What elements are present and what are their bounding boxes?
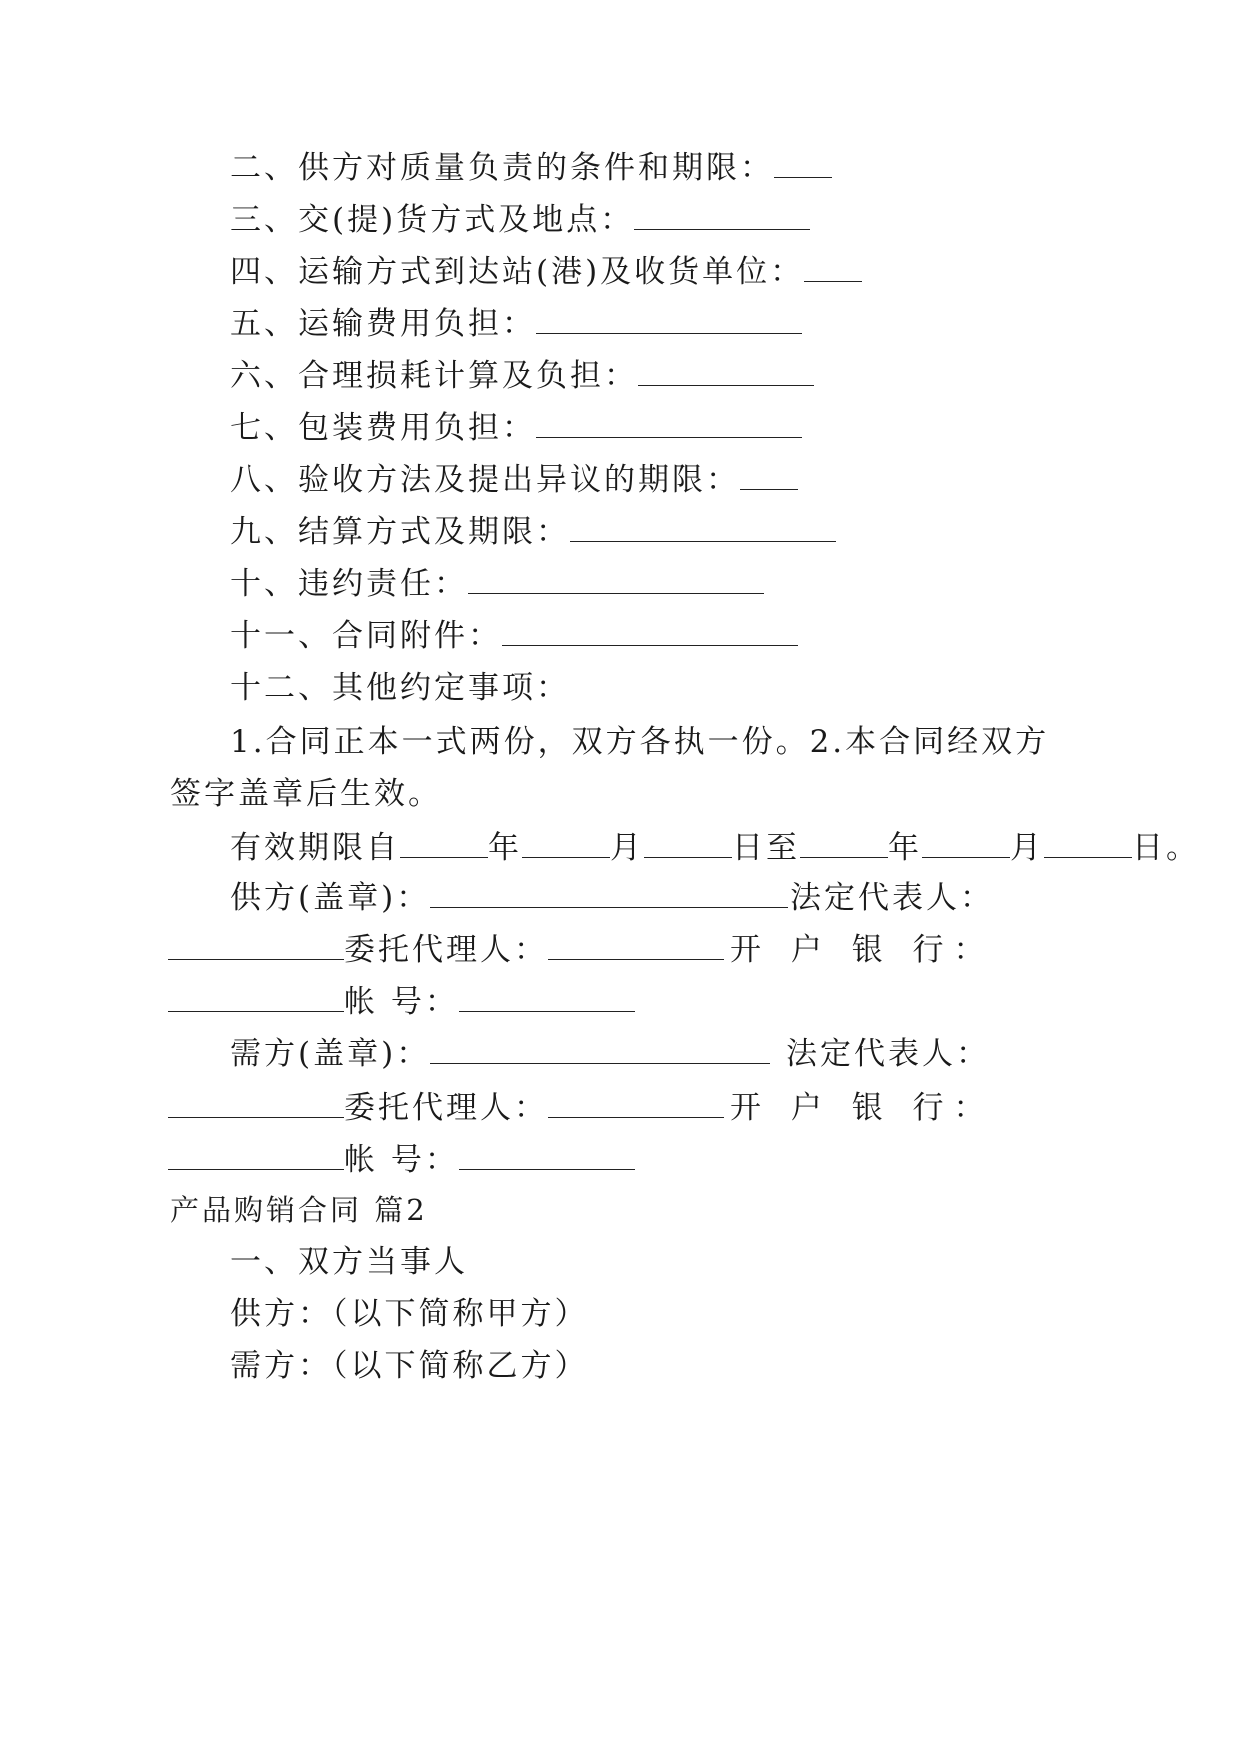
buyer-legal-rep-label: 法定代表人： [786, 1036, 990, 1072]
buyer-agent-row [168, 1088, 724, 1128]
blank-line [922, 831, 1010, 858]
clause-8 [230, 460, 798, 500]
part2-supplier: 供方：（以下简称甲方） [230, 1296, 589, 1332]
supplier-seal-row [230, 878, 788, 918]
blank-line [168, 933, 344, 960]
clause-9-text: 九、结算方式及期限： [230, 514, 570, 550]
clause-12-text: 十二、其他约定事项： [230, 670, 570, 706]
part2-buyer: 需方：（以下简称乙方） [230, 1348, 589, 1384]
blank-line [400, 831, 488, 858]
blank-line [502, 619, 798, 646]
supplier-seal-label: 供方(盖章)： [230, 880, 431, 916]
clause-2 [230, 148, 832, 188]
blank-line [468, 567, 764, 594]
blank-line [522, 831, 610, 858]
month-label: 月 [1010, 830, 1044, 866]
blank-line [638, 359, 814, 386]
clause-11-text: 十一、合同附件： [230, 618, 502, 654]
agreement-line-2: 签字盖章后生效。 [170, 776, 442, 812]
blank-line [774, 151, 832, 178]
clause-10 [230, 564, 764, 604]
day-end-label: 日。 [1132, 830, 1200, 866]
clause-7-text: 七、包装费用负担： [230, 410, 536, 446]
year-label: 年 [488, 830, 522, 866]
blank-line [1044, 831, 1132, 858]
buyer-bank-label: 开 户 银 行： [730, 1090, 995, 1126]
part2-section-1: 一、双方当事人 [230, 1244, 468, 1280]
agent-label: 委托代理人： [344, 1090, 548, 1126]
clause-3 [230, 200, 810, 240]
blank-line [548, 933, 724, 960]
clause-4 [230, 252, 862, 292]
day-to-label: 日至 [732, 830, 800, 866]
blank-line [168, 985, 344, 1012]
clause-11 [230, 616, 798, 656]
supplier-bank-label: 开 户 银 行： [730, 932, 995, 968]
supplier-agent-row [168, 930, 724, 970]
blank-line [800, 831, 888, 858]
blank-line [634, 203, 810, 230]
blank-line [644, 831, 732, 858]
blank-line [536, 411, 802, 438]
blank-line [459, 1143, 635, 1170]
blank-line [536, 307, 802, 334]
buyer-seal-row [230, 1034, 770, 1074]
supplier-account-row [168, 982, 635, 1022]
clause-6-text: 六、合理损耗计算及负担： [230, 358, 638, 394]
blank-line [548, 1091, 724, 1118]
clause-3-text: 三、交(提)货方式及地点： [230, 202, 635, 238]
blank-line [430, 881, 788, 908]
blank-line [740, 463, 798, 490]
month-label: 月 [610, 830, 644, 866]
year-label: 年 [888, 830, 922, 866]
account-label: 帐 号： [344, 984, 459, 1020]
clause-12 [230, 668, 570, 708]
supplier-legal-rep-label: 法定代表人： [790, 880, 994, 916]
blank-line [570, 515, 836, 542]
blank-line [804, 255, 862, 282]
clause-2-text: 二、供方对质量负责的条件和期限： [230, 150, 774, 186]
buyer-seal-label: 需方(盖章)： [230, 1036, 431, 1072]
clause-5-text: 五、运输费用负担： [230, 306, 536, 342]
clause-8-text: 八、验收方法及提出异议的期限： [230, 462, 740, 498]
blank-line [459, 985, 635, 1012]
clause-10-text: 十、违约责任： [230, 566, 468, 602]
account-label: 帐 号： [344, 1142, 459, 1178]
part2-title: 产品购销合同 篇2 [170, 1193, 428, 1227]
blank-line [430, 1037, 770, 1064]
blank-line [168, 1143, 344, 1170]
clause-9 [230, 512, 836, 552]
buyer-account-row [168, 1140, 635, 1180]
clause-6 [230, 356, 814, 396]
clause-7 [230, 408, 802, 448]
agent-label: 委托代理人： [344, 932, 548, 968]
clause-5 [230, 304, 802, 344]
clause-4-text: 四、运输方式到达站(港)及收货单位： [230, 254, 805, 290]
agreement-line-1: 1.合同正本一式两份，双方各执一份。2.本合同经双方 [230, 724, 1050, 760]
validity-period [230, 828, 1200, 868]
blank-line [168, 1091, 344, 1118]
validity-prefix: 有效期限自 [230, 830, 400, 866]
